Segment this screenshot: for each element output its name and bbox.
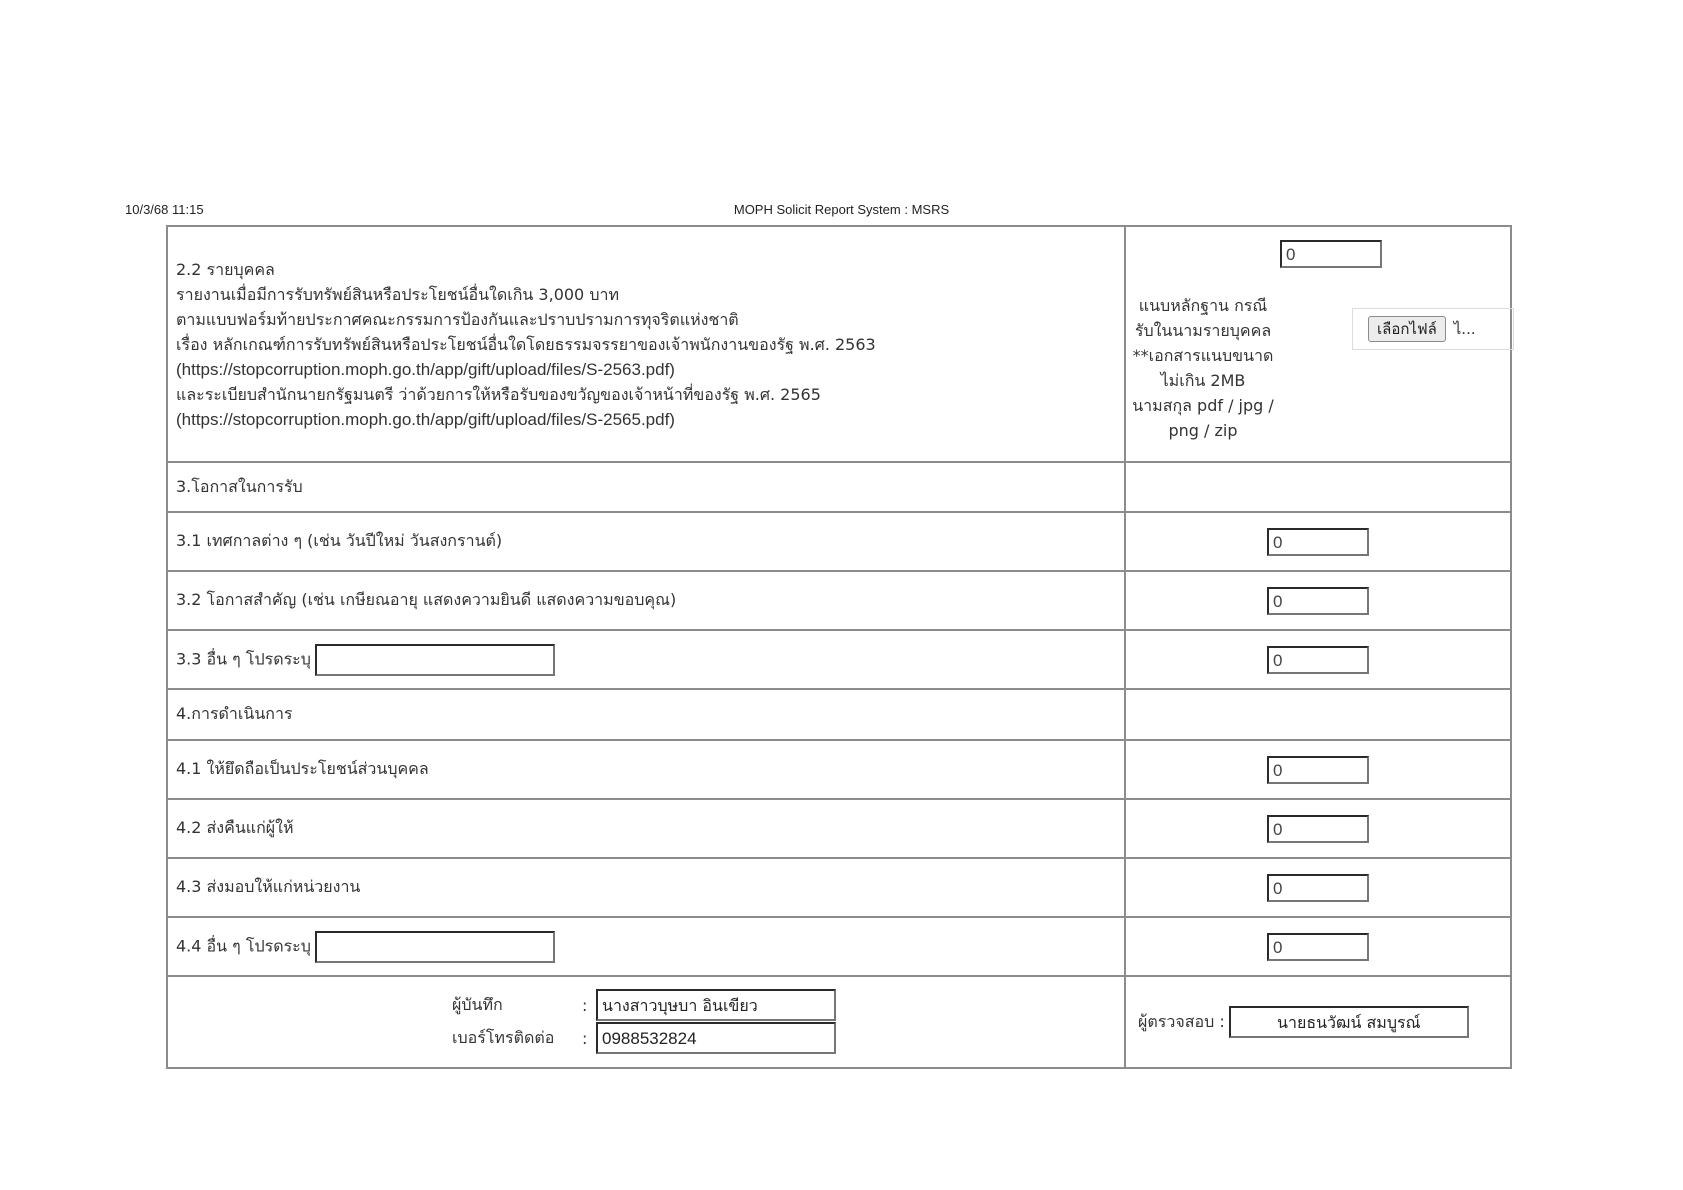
count-input-4-4[interactable]: 0 (1267, 933, 1369, 961)
section-2-2-line: ตามแบบฟอร์มท้ายประกาศคณะกรรมการป้องกันและปราบปรามการทุจริตแห่งชาติ (176, 309, 739, 329)
count-input-4-3[interactable]: 0 (1267, 874, 1369, 902)
recorder-colon: : (582, 995, 588, 1015)
row-3-2 (167, 571, 1511, 630)
section-2-2-line: เรื่อง หลักเกณฑ์การรับทรัพย์สินหรือประโยชน์อื่นใดโดยธรรมจรรยาของเจ้าพนักงานของรัฐ พ.ศ. 2563 (176, 334, 876, 354)
attachment-text: ไม่เกิน 2MB (1160, 371, 1246, 390)
item-4-4-value-cell (1125, 917, 1511, 976)
attachment-text: แนบหลักฐาน กรณี (1138, 296, 1268, 315)
row-4-1 (167, 740, 1511, 799)
item-4-2-cell (1125, 799, 1511, 858)
specify-input-3-3[interactable] (315, 644, 555, 676)
item-4-4-cell (167, 917, 1125, 976)
row-section-4-heading (167, 689, 1511, 740)
file-upload[interactable] (1352, 308, 1514, 350)
row-3-1 (167, 512, 1511, 571)
item-4-1-label: 4.1 ให้ยึดถือเป็นประโยชน์ส่วนบุคคล (167, 740, 1125, 799)
checker-label: ผู้ตรวจสอบ : (1138, 1011, 1225, 1031)
item-4-1-cell (1125, 740, 1511, 799)
empty-cell (1125, 462, 1511, 512)
row-3-3 (167, 630, 1511, 689)
section-2-2-inputs (1125, 226, 1511, 462)
phone-label: เบอร์โทรติดต่อ (452, 1027, 555, 1047)
attachment-text: นามสกุล pdf / jpg / (1132, 396, 1274, 415)
row-footer (167, 976, 1511, 1068)
section-3-heading: 3.โอกาสในการรับ (167, 462, 1125, 512)
attachment-text: รับในนามรายบุคคล (1134, 321, 1272, 340)
item-4-2-label: 4.2 ส่งคืนแก่ผู้ให้ (167, 799, 1125, 858)
print-title: MOPH Solicit Report System : MSRS (733, 202, 950, 217)
item-3-3-label: 3.3 อื่น ๆ โปรดระบุ (176, 649, 311, 668)
attachment-text: **เอกสารแนบขนาด (1132, 346, 1274, 365)
print-datetime: 10/3/68 11:15 (125, 202, 204, 217)
item-3-3-cell (167, 630, 1125, 689)
count-input-4-2[interactable]: 0 (1267, 815, 1369, 843)
section-2-2-title: 2.2 รายบุคคล (176, 259, 275, 279)
empty-cell (1125, 689, 1511, 740)
section-4-heading: 4.การดำเนินการ (167, 689, 1125, 740)
recorder-name-field[interactable]: นางสาวบุษบา อินเขียว (596, 989, 836, 1021)
count-input-3-3[interactable]: 0 (1267, 646, 1369, 674)
attachment-text: png / zip (1168, 421, 1238, 440)
row-4-2 (167, 799, 1511, 858)
row-section-3-heading (167, 462, 1511, 512)
phone-row (452, 1022, 836, 1054)
item-3-2-label: 3.2 โอกาสสำคัญ (เช่น เกษียณอายุ แสดงความยินดี แสดงความขอบคุณ) (167, 571, 1125, 630)
row-4-3 (167, 858, 1511, 917)
phone-field[interactable]: 0988532824 (596, 1022, 836, 1054)
item-3-1-label: 3.1 เทศกาลต่าง ๆ (เช่น วันปีใหม่ วันสงกรานต์) (167, 512, 1125, 571)
count-input-3-1[interactable]: 0 (1267, 528, 1369, 556)
item-4-3-label: 4.3 ส่งมอบให้แก่หน่วยงาน (167, 858, 1125, 917)
checker-cell (1125, 976, 1511, 1068)
recorder-label: ผู้บันทึก (452, 994, 503, 1014)
section-2-2-line: และระเบียบสำนักนายกรัฐมนตรี ว่าด้วยการให้หรือรับของขวัญของเจ้าหน้าที่ของรัฐ พ.ศ. 2565 (176, 384, 821, 404)
count-input-2-2[interactable]: 0 (1280, 240, 1382, 268)
recorder-row (452, 989, 836, 1021)
row-2-2 (167, 226, 1511, 462)
count-input-3-2[interactable]: 0 (1267, 587, 1369, 615)
row-4-4 (167, 917, 1511, 976)
section-2-2-line: รายงานเมื่อมีการรับทรัพย์สินหรือประโยชน์อื่นใดเกิน 3,000 บาท (176, 284, 620, 304)
item-3-2-cell (1125, 571, 1511, 630)
regulation-2565-link[interactable]: (https://stopcorruption.moph.go.th/app/gift/upload/files/S-2565.pdf) (176, 409, 675, 429)
item-3-1-cell (1125, 512, 1511, 571)
choose-file-button[interactable]: เลือกไฟล์ (1368, 316, 1446, 342)
report-form-table (166, 225, 1512, 1069)
attachment-instructions (1126, 293, 1280, 443)
item-3-3-value-cell (1125, 630, 1511, 689)
item-4-4-label: 4.4 อื่น ๆ โปรดระบุ (176, 936, 311, 955)
item-4-3-cell (1125, 858, 1511, 917)
phone-colon: : (582, 1028, 588, 1048)
checker-name-field[interactable]: นายธนวัฒน์ สมบูรณ์ (1229, 1006, 1469, 1038)
specify-input-4-4[interactable] (315, 931, 555, 963)
regulation-2563-link[interactable]: (https://stopcorruption.moph.go.th/app/gift/upload/files/S-2563.pdf) (176, 359, 675, 379)
section-2-2-description (167, 226, 1125, 462)
recorder-cell (167, 976, 1125, 1068)
count-input-4-1[interactable]: 0 (1267, 756, 1369, 784)
file-name-text: ไ... (1453, 320, 1476, 338)
